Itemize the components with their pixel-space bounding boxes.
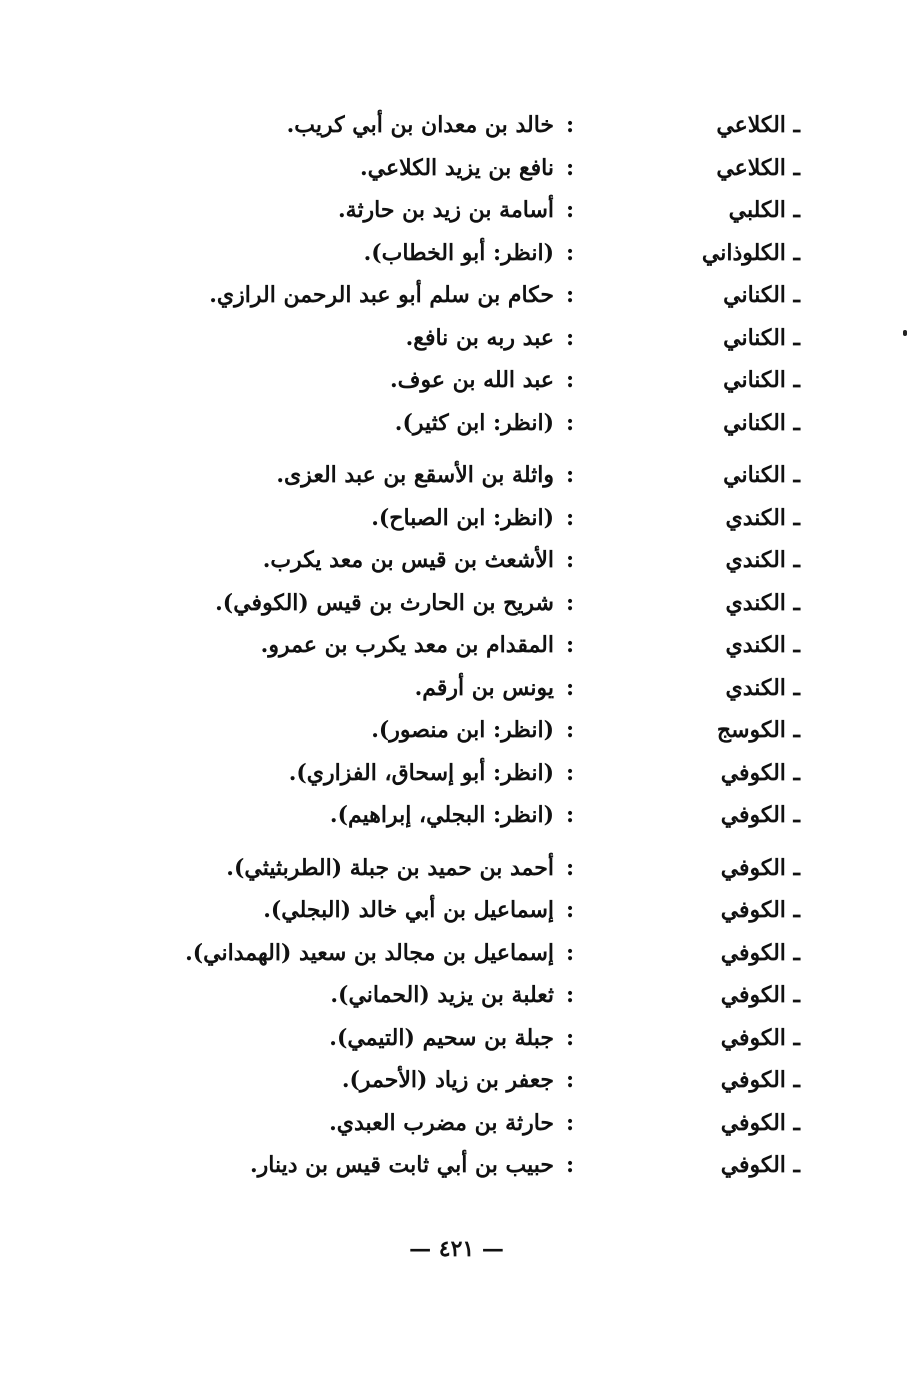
narrator-name: (انظر: ابن كثير).	[394, 409, 554, 436]
separator-colon: :	[565, 547, 575, 574]
nisba-label: ـ الكوفي	[720, 1024, 800, 1051]
narrator-name: (انظر: ابن الصباح).	[371, 504, 554, 531]
separator-colon: :	[565, 854, 575, 881]
separator-colon: :	[565, 324, 575, 351]
nisba-label: ـ الكلبي	[728, 197, 800, 224]
narrator-name: شريح بن الحارث بن قيس (الكوفي).	[215, 589, 554, 616]
separator-colon: :	[565, 154, 575, 181]
narrator-name: (انظر: أبو الخطاب).	[363, 239, 554, 266]
separator-colon: :	[565, 1109, 575, 1136]
narrator-name: إسماعيل بن مجالد بن سعيد (الهمداني).	[185, 939, 554, 966]
narrator-name: خالد بن معدان بن أبي كريب.	[286, 112, 554, 139]
index-entry	[120, 317, 800, 360]
separator-colon: :	[565, 409, 575, 436]
narrator-name: أسامة بن زيد بن حارثة.	[337, 197, 554, 224]
separator-colon: :	[565, 717, 575, 744]
index-entry	[120, 274, 800, 317]
narrator-name: المقدام بن معد يكرب بن عمرو.	[260, 632, 554, 659]
index-entry	[120, 359, 800, 402]
index-entry	[120, 889, 800, 932]
narrator-name: (انظر: أبو إسحاق، الفزاري).	[288, 759, 554, 786]
index-entry	[120, 582, 800, 625]
separator-colon: :	[565, 897, 575, 924]
index-entry	[120, 539, 800, 582]
nisba-label: ـ الكناني	[723, 462, 800, 489]
nisba-label: ـ الكلاعي	[716, 154, 800, 181]
separator-colon: :	[565, 589, 575, 616]
index-entry	[120, 1059, 800, 1102]
nisba-label: ـ الكندي	[725, 589, 800, 616]
separator-colon: :	[565, 939, 575, 966]
index-entry	[120, 104, 800, 147]
nisba-label: ـ الكوفي	[720, 939, 800, 966]
separator-colon: :	[565, 197, 575, 224]
index-entry	[120, 974, 800, 1017]
nisba-label: ـ الكناني	[723, 324, 800, 351]
index-entry	[120, 497, 800, 540]
nisba-label: ـ الكلاعي	[716, 112, 800, 139]
nisba-label: ـ الكوفي	[720, 897, 800, 924]
narrator-name: إسماعيل بن أبي خالد (البجلي).	[263, 897, 554, 924]
nisba-label: ـ الكندي	[725, 547, 800, 574]
index-entry	[120, 147, 800, 190]
index-entry	[120, 189, 800, 232]
index-entry	[120, 1144, 800, 1187]
nisba-label: ـ الكوفي	[720, 759, 800, 786]
narrator-name: الأشعث بن قيس بن معد يكرب.	[262, 547, 554, 574]
nisba-label: ـ الكناني	[723, 367, 800, 394]
nisba-label: ـ الكوفي	[720, 1152, 800, 1179]
separator-colon: :	[565, 632, 575, 659]
index-entry	[120, 932, 800, 975]
nisba-label: ـ الكناني	[723, 409, 800, 436]
index-entry	[120, 232, 800, 275]
page-number: — ٤٢١ —	[409, 1236, 504, 1262]
separator-colon: :	[565, 504, 575, 531]
nisba-label: ـ الكوسج	[716, 717, 800, 744]
nisba-label: ـ الكوفي	[720, 854, 800, 881]
nisba-label: ـ الكلوذاني	[701, 239, 800, 266]
narrator-name: جعفر بن زياد (الأحمر).	[341, 1067, 554, 1094]
separator-colon: :	[565, 282, 575, 309]
separator-colon: :	[565, 759, 575, 786]
index-entry	[120, 794, 800, 837]
separator-colon: :	[565, 1067, 575, 1094]
index-entry	[120, 667, 800, 710]
index-entry	[120, 454, 800, 497]
separator-colon: :	[565, 1152, 575, 1179]
nisba-label: ـ الكناني	[723, 282, 800, 309]
narrator-name: واثلة بن الأسقع بن عبد العزى.	[276, 462, 554, 489]
narrator-name: ثعلبة بن يزيد (الحماني).	[330, 982, 554, 1009]
separator-colon: :	[565, 674, 575, 701]
narrator-name: حبيب بن أبي ثابت قيس بن دينار.	[249, 1152, 554, 1179]
nisba-label: ـ الكندي	[725, 674, 800, 701]
index-entry	[120, 847, 800, 890]
index-entry	[120, 1017, 800, 1060]
nisba-label: ـ الكندي	[725, 632, 800, 659]
narrator-name: يونس بن أرقم.	[414, 674, 554, 701]
narrator-name: عبد الله بن عوف.	[389, 367, 554, 394]
narrator-name: نافع بن يزيد الكلاعي.	[359, 154, 554, 181]
narrator-name: (انظر: ابن منصور).	[371, 717, 554, 744]
narrator-name: جبلة بن سحيم (التيمي).	[329, 1024, 554, 1051]
narrator-name: حارثة بن مضرب العبدي.	[329, 1109, 554, 1136]
nisba-label: ـ الكوفي	[720, 1067, 800, 1094]
narrator-name: (انظر: البجلي، إبراهيم).	[329, 802, 554, 829]
index-entry	[120, 752, 800, 795]
narrator-name: أحمد بن حميد بن جبلة (الطربثيثي).	[226, 854, 554, 881]
nisba-label: ـ الكوفي	[720, 982, 800, 1009]
nisba-index-list	[120, 104, 800, 1187]
scan-speck	[903, 330, 907, 336]
separator-colon: :	[565, 982, 575, 1009]
separator-colon: :	[565, 367, 575, 394]
index-entry	[120, 402, 800, 445]
index-entry	[120, 709, 800, 752]
nisba-label: ـ الكوفي	[720, 802, 800, 829]
separator-colon: :	[565, 239, 575, 266]
index-entry	[120, 624, 800, 667]
separator-colon: :	[565, 1024, 575, 1051]
narrator-name: عبد ربه بن نافع.	[405, 324, 554, 351]
index-entry	[120, 1102, 800, 1145]
separator-colon: :	[565, 462, 575, 489]
nisba-label: ـ الكوفي	[720, 1109, 800, 1136]
narrator-name: حكام بن سلم أبو عبد الرحمن الرازي.	[209, 282, 554, 309]
nisba-label: ـ الكندي	[725, 504, 800, 531]
separator-colon: :	[565, 112, 575, 139]
separator-colon: :	[565, 802, 575, 829]
